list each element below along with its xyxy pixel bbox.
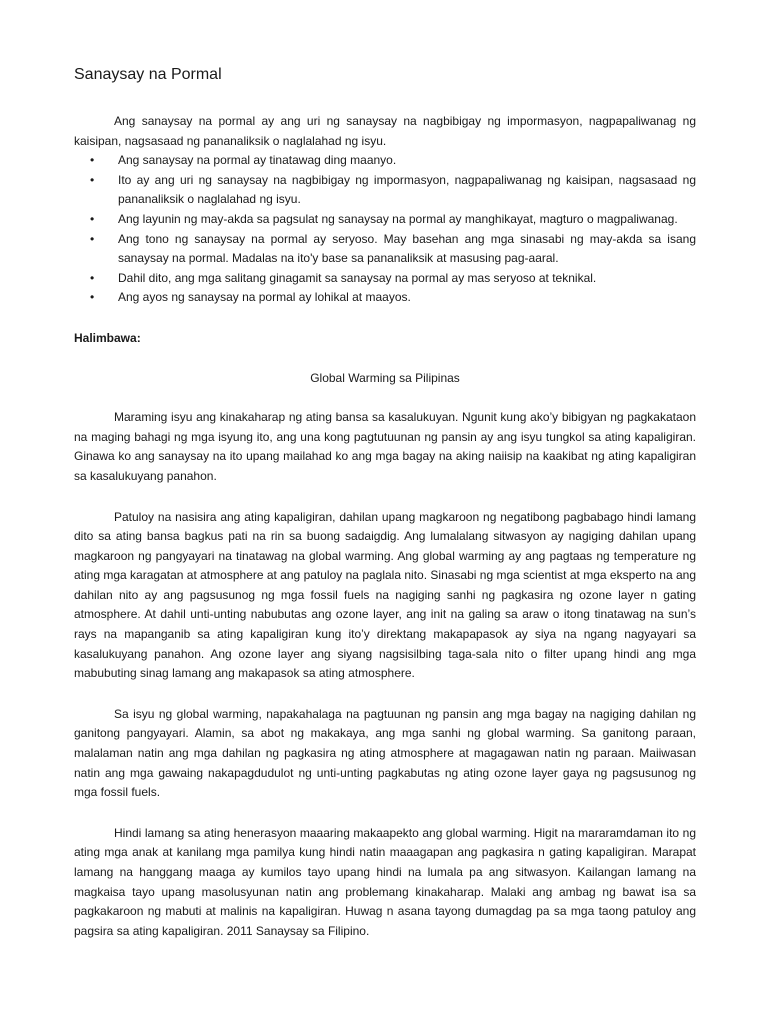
- bullet-text: Ang tono ng sanaysay na pormal ay seryoso. May basehan ang mga sinasabi ng may-akda sa isang sanaysay na pormal. Madalas na ito'y base sa pananaliksik at masusing pag-aaral.: [118, 231, 696, 266]
- bullet-dot-icon: •: [90, 290, 95, 305]
- bullet-item: [74, 269, 696, 289]
- document-body: [74, 112, 696, 941]
- bullet-list: [74, 151, 696, 308]
- essay-paragraph: Hindi lamang sa ating henerasyon maaaring makaapekto ang global warming. Higit na mararamdaman ito ng ating mga anak at kanilang mga pamilya kung hindi natin maaagapan ang pagkasira n gating kapaligiran. Marapat lamang na hanggang maaga ay kumilos tayo upang hindi na lumala pa ang sitwasyon. Kailangan lamang na magkaisa tayo upang masolusyunan natin ang problemang kinakaharap. Malaki ang ambag ng bawat isa sa pagkakaroon ng mabuti at malinis na kapaligiran. Huwag n asana tayong dumagdag pa sa mga taong patuloy ang pagsira sa ating kapaligiran. 2011 Sanaysay sa Filipino.: [74, 825, 696, 938]
- bullet-dot-icon: •: [90, 153, 95, 168]
- bullet-dot-icon: •: [90, 211, 95, 226]
- bullet-dot-icon: •: [90, 270, 95, 285]
- essay-paragraph: Sa isyu ng global warming, napakahalaga na pagtuunan ng pansin ang mga bagay na nagiging dahilan ng ganitong pangyayari. Alamin, sa abot ng makakaya, ang mga sanhi ng global warming. Sa ganitong paraan, malalaman natin ang mga dahilan ng pagkasira ng ating atmosphere at magagawan natin ng paraan. Maiiwasan natin ang mga gawaing nakapagdudulot ng unti-unting pagkabutas ng ating ozone layer gaya ng pagsusunog ng mga fossil fuels.: [74, 706, 696, 800]
- bullet-text: Ang sanaysay na pormal ay tinatawag ding maanyo.: [118, 153, 397, 168]
- bullet-item: [74, 151, 696, 171]
- bullet-item: [74, 171, 696, 210]
- intro-paragraph: Ang sanaysay na pormal ay ang uri ng sanaysay na nagbibigay ng impormasyon, nagpapaliwanag ng kaisipan, nagsasaad ng pananaliksik o naglalahad ng isyu.: [74, 114, 696, 148]
- essay-paragraph: Maraming isyu ang kinakaharap ng ating bansa sa kasalukuyan. Ngunit kung ako’y bibigyan ng pagkakataon na maging bahagi ng mga isyung ito, ang una kong pagtutuunan ng pansin ay ang isyu tungkol sa ating kapaligiran. Ginawa ko ang sanaysay na ito upang mailahad ko ang mga bagay na aking naiisip na kaakibat ng ating kapaligiran sa kasalukuyang panahon.: [74, 410, 696, 483]
- bullet-dot-icon: •: [90, 172, 95, 187]
- bullet-text: Ang ayos ng sanaysay na pormal ay lohikal at maayos.: [118, 290, 411, 305]
- bullet-text: Ito ay ang uri ng sanaysay na nagbibigay ng impormasyon, nagpapaliwanag ng kaisipan, nagsasaad ng pananaliksik o naglalahad ng isyu.: [118, 172, 696, 207]
- essay-title: Global Warming sa Pilipinas: [310, 370, 460, 385]
- example-label: Halimbawa:: [74, 330, 141, 345]
- essay-paragraph: Patuloy na nasisira ang ating kapaligiran, dahilan upang magkaroon ng negatibong pagbabago hindi lamang dito sa ating bansa bagkus pati na rin sa buong sadaigdig. Ang lumalalang sitwasyon ay nagiging dahilan upang magkaroon ng pangyayari na tinatawag na global warming. Ang global warming ay ang pagtaas ng temperature ng ating mga karagatan at atmosphere at ang patuloy na paglala nito. Sinasabi ng mga scientist at mga eksperto na ang dahilan nito ay ang pagsusunog ng mga fossil fuels na nagiging sanhi ng pagkasira ng ozone layer n gating atmosphere. At dahil unti-unting nabubutas ang ozone layer, ang init na galing sa araw o itong tinatawag na sun’s rays na mapanganib sa ating kapaligiran kung ito’y direktang makapapasok ay siya na ngang nagyayari sa kasalukuyang panahon. Ang ozone layer ang siyang nagsisilbing taga-sala nito o filter upang hindi ang mga mabubuting sinag lamang ang makapasok sa ating atmosphere.: [74, 509, 696, 681]
- bullet-item: [74, 210, 696, 230]
- bullet-dot-icon: •: [90, 231, 95, 246]
- bullet-item: [74, 230, 696, 269]
- bullet-text: Dahil dito, ang mga salitang ginagamit sa sanaysay na pormal ay mas seryoso at teknikal.: [118, 270, 597, 285]
- bullet-text: Ang layunin ng may-akda sa pagsulat ng sanaysay na pormal ay manghikayat, magturo o magpaliwanag.: [118, 211, 678, 226]
- document-heading: Sanaysay na Pormal: [74, 66, 222, 83]
- bullet-item: [74, 288, 696, 308]
